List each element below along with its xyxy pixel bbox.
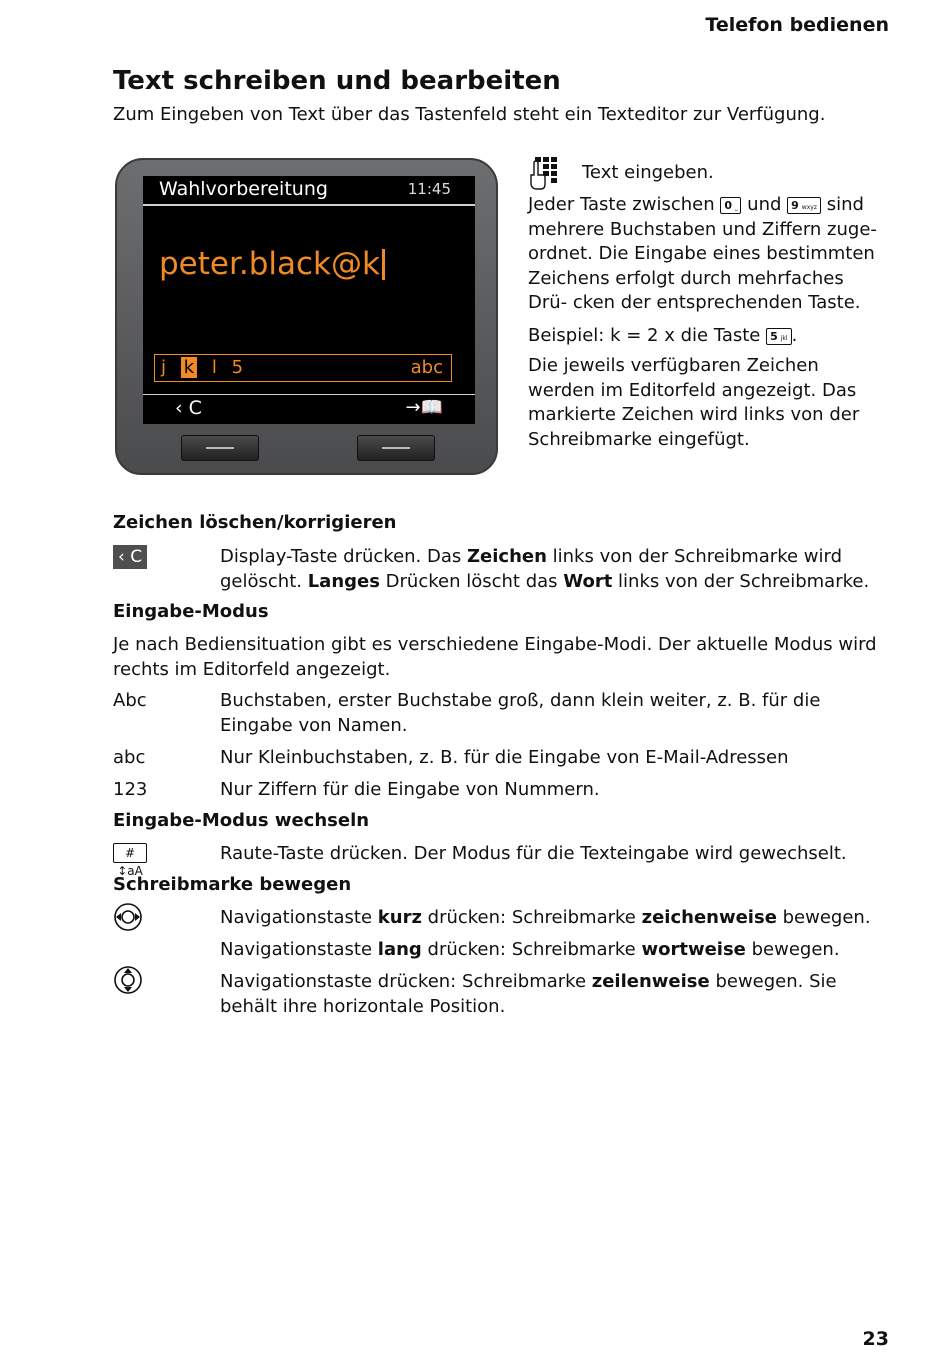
entered-text: [159, 246, 385, 282]
display-time: 11:45: [407, 180, 451, 198]
intro-text: Zum Eingeben von Text über das Tastenfeld steht ein Texteditor zur Verfügung.: [113, 104, 826, 125]
text-span: bewegen. Sie behält ihre horizontale Position.: [220, 971, 837, 1017]
bold-span: wortweise: [641, 939, 746, 960]
right-softkey-button[interactable]: [357, 435, 435, 461]
text-cursor: [382, 249, 385, 280]
mode-text: Nur Kleinbuchstaben, z. B. für die Eingabe von E-Mail-Adressen: [220, 747, 789, 768]
text-span: Navigationstaste: [220, 907, 378, 928]
key-digit: 9: [791, 199, 799, 212]
text-span: drücken: Schreibmarke: [421, 939, 642, 960]
page-title: Text schreiben und bearbeiten: [113, 66, 561, 96]
page-number: 23: [862, 1328, 889, 1350]
display-title: Wahlvorbereitung: [159, 178, 328, 200]
text-span: Drücken löscht das: [379, 571, 564, 592]
phone-display-illustration: [115, 158, 498, 475]
nav-key-left-right-icon: [113, 902, 143, 932]
editor-chars: [161, 357, 252, 378]
text-span: .: [791, 325, 798, 346]
running-header: Telefon bedienen: [705, 14, 889, 36]
nav-key-up-down-icon: [113, 965, 143, 995]
hash-key-label: # ↕aA: [113, 843, 147, 863]
delete-key-label: ‹ C: [113, 545, 147, 569]
cursor-text-short: [220, 905, 880, 930]
text-span: Display-Taste drücken. Das: [220, 546, 467, 567]
action-text: Text eingeben.: [582, 162, 714, 183]
editor-field: [154, 354, 452, 382]
key-digit: 5: [770, 330, 778, 343]
bold-span: zeichenweise: [641, 907, 777, 928]
key-sub: ⎵: [735, 204, 738, 211]
softkey-label-phonebook: →📖: [405, 397, 443, 418]
text-span: Navigationstaste: [220, 939, 378, 960]
mode-intro: Je nach Bediensituation gibt es verschiedene Eingabe-Modi. Der aktuelle Modus wird rechts im Editorfeld angezeigt.: [113, 634, 877, 680]
left-softkey-button[interactable]: [181, 435, 259, 461]
delete-description: [220, 544, 880, 594]
bold-span: Zeichen: [466, 546, 547, 567]
display-softkey-bar: [143, 394, 475, 425]
mode-label: abc: [113, 747, 146, 768]
key-0-icon: [720, 197, 741, 214]
entered-text-value: peter.black@k: [159, 246, 380, 282]
editor-char-selected: k: [181, 357, 197, 378]
key-sub: wxyz: [801, 204, 817, 211]
text-span: und: [747, 194, 782, 215]
text-span: sind mehrere Buchstaben und Ziffern zuge- ordnet. Die Eingabe eines bestimmten Zeichens erfolgt durch mehrfaches Drü- cken der entsprechenden Taste.: [528, 194, 877, 313]
section-heading-mode: Eingabe-Modus: [113, 601, 269, 622]
bold-span: kurz: [377, 907, 422, 928]
text-span: bewegen.: [745, 939, 840, 960]
cursor-text-lines: [220, 969, 880, 1019]
editor-char: j: [161, 357, 167, 378]
instruction-paragraph: [528, 193, 888, 316]
mode-text: Buchstaben, erster Buchstabe groß, dann klein weiter, z. B. für die Eingabe von Namen.: [220, 690, 821, 736]
mode-label: Abc: [113, 690, 147, 711]
text-span: bewegen.: [776, 907, 871, 928]
editor-char: l: [211, 357, 217, 378]
display-header: [143, 176, 475, 206]
key-5-icon: [766, 328, 791, 345]
section-heading-delete: Zeichen löschen/korrigieren: [113, 512, 397, 533]
text-span: Beispiel: k = 2 x die Taste: [528, 325, 761, 346]
key-sub: jkl: [780, 335, 788, 342]
text-span: Navigationstaste drücken: Schreibmarke: [220, 971, 592, 992]
key-digit: 0: [724, 199, 733, 212]
section-heading-cursor: Schreibmarke bewegen: [113, 874, 352, 895]
bold-span: lang: [377, 939, 422, 960]
text-span: links von der Schreibmarke.: [612, 571, 870, 592]
mode-text: Nur Ziffern für die Eingabe von Nummern.: [220, 779, 600, 800]
keypad-icon: [529, 157, 559, 191]
softkey-label-delete: ‹ C: [175, 397, 202, 419]
editor-char: 5: [231, 357, 244, 378]
bold-span: zeilenweise: [591, 971, 710, 992]
editor-paragraph: Die jeweils verfügbaren Zeichen werden im Editorfeld angezeigt. Das markierte Zeichen wird links von der Schreibmarke eingefügt.: [528, 355, 860, 450]
text-span: links von der Schreibmarke wird gelöscht.: [220, 546, 843, 592]
key-9-icon: [787, 197, 821, 214]
mode-label: 123: [113, 779, 148, 800]
section-heading-switch: Eingabe-Modus wechseln: [113, 810, 370, 831]
delete-key-icon: [113, 544, 147, 569]
editor-mode: abc: [410, 357, 443, 378]
bold-span: Wort: [563, 571, 613, 592]
text-span: Jeder Taste zwischen: [528, 194, 715, 215]
example-paragraph: [528, 324, 888, 349]
cursor-text-long: [220, 937, 880, 962]
bold-span: Langes: [307, 571, 380, 592]
switch-text: Raute-Taste drücken. Der Modus für die Texteingabe wird gewechselt.: [220, 843, 847, 864]
display-screen: [143, 176, 475, 424]
text-span: drücken: Schreibmarke: [421, 907, 642, 928]
